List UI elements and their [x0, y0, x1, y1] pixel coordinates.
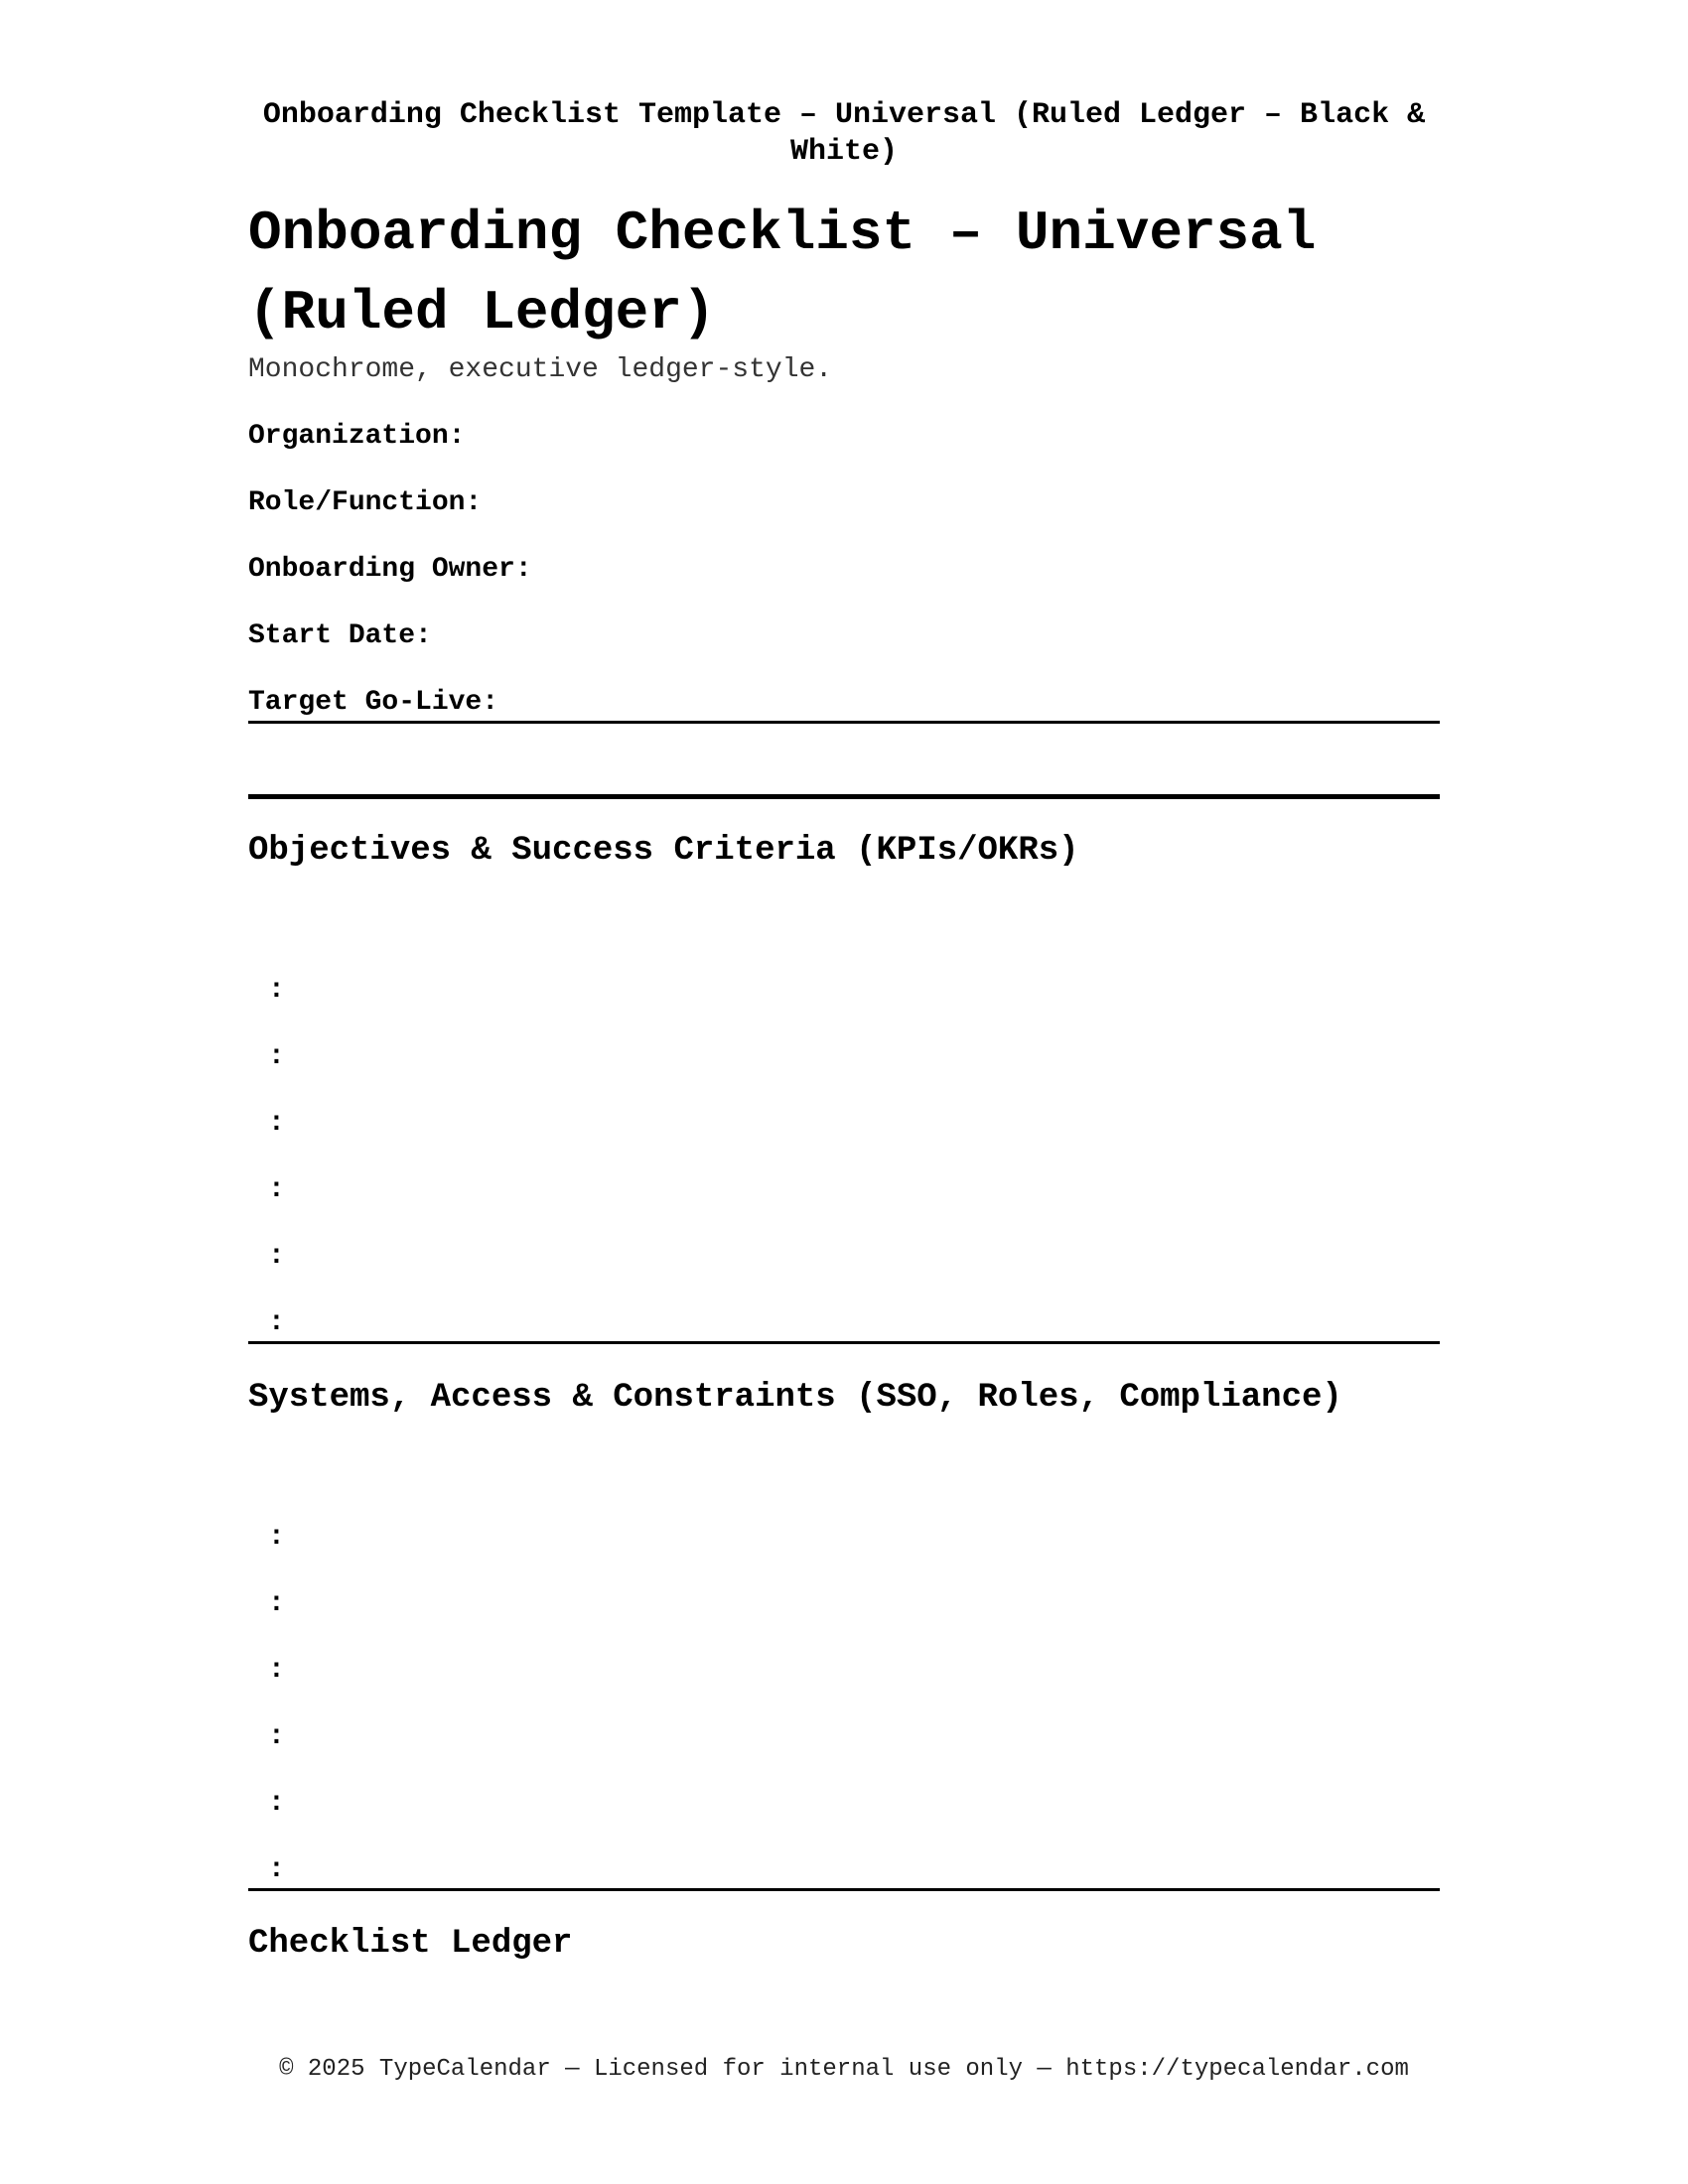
objectives-row: : — [268, 1041, 285, 1072]
header-fields-rule — [248, 721, 1440, 724]
systems-row: : — [268, 1522, 285, 1553]
objectives-row: : — [268, 1108, 285, 1139]
objectives-row: : — [268, 1241, 285, 1272]
systems-row: : — [268, 1788, 285, 1819]
field-organization: Organization: — [248, 421, 466, 452]
header-divider-rule — [248, 794, 1440, 799]
field-role-function: Role/Function: — [248, 487, 483, 518]
field-start-date: Start Date: — [248, 620, 432, 651]
section-heading-objectives: Objectives & Success Criteria (KPIs/OKRs) — [248, 832, 1079, 870]
section-heading-systems-access: Systems, Access & Constraints (SSO, Roles, Compliance) — [248, 1379, 1342, 1417]
field-target-go-live: Target Go-Live: — [248, 687, 499, 718]
objectives-row: : — [268, 975, 285, 1006]
document-title: Onboarding Checklist Template – Universal (Ruled Ledger – Black & White) — [262, 98, 1426, 169]
systems-row: : — [268, 1588, 285, 1619]
footer-license: © 2025 TypeCalendar — Licensed for internal use only — https://typecalendar.com — [279, 2056, 1409, 2083]
subtitle: Monochrome, executive ledger-style. — [248, 354, 833, 385]
systems-row: : — [268, 1854, 285, 1885]
section-divider-rule — [248, 1341, 1440, 1344]
objectives-row: : — [268, 1174, 285, 1205]
field-onboarding-owner: Onboarding Owner: — [248, 554, 532, 585]
main-heading: Onboarding Checklist – Universal (Ruled Ledger) — [248, 202, 1317, 344]
objectives-row: : — [268, 1307, 285, 1338]
systems-row: : — [268, 1655, 285, 1686]
section-heading-checklist-ledger: Checklist Ledger — [248, 1925, 573, 1963]
systems-row: : — [268, 1721, 285, 1752]
section-divider-rule — [248, 1888, 1440, 1891]
